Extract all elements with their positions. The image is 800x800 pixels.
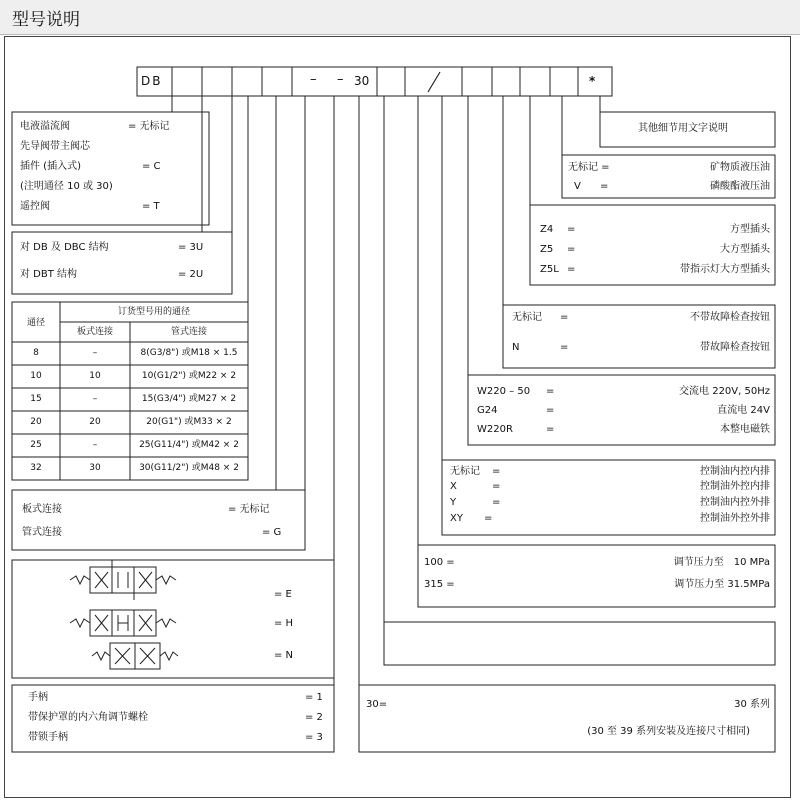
plug-eq-3: =	[567, 264, 576, 275]
series-key: 30=	[366, 699, 388, 710]
pilot-value-3: 控制油内控外排	[700, 497, 770, 508]
structure-value-1: = 3U	[178, 242, 204, 253]
fluid-value-1: 矿物质液压油	[710, 162, 770, 173]
series-value: 30 系列	[734, 699, 770, 710]
pilot-value-2: 控制油外控内排	[700, 481, 770, 492]
size-cell: 8	[33, 348, 39, 358]
voltage-eq-3: =	[546, 424, 555, 435]
series-note: (30 至 39 系列安装及连接尺寸相同)	[587, 726, 750, 737]
adjust-value-1: = 1	[305, 692, 323, 703]
structure-label-2: 对 DBT 结构	[20, 269, 78, 280]
plate-cell: –	[92, 394, 98, 404]
plug-value-1: 方型插头	[730, 224, 770, 235]
size-table-header-pipe: 管式连接	[170, 327, 207, 337]
voltage-value-3: 本整电磁铁	[720, 424, 770, 435]
pipe-cell: 15(G3/4") 或M27 × 2	[141, 394, 237, 404]
pressure-box	[418, 545, 775, 607]
size-table-header-size: 通径	[26, 318, 45, 328]
plug-key-3: Z5L	[540, 264, 559, 275]
connection-label-1: 板式连接	[22, 504, 62, 515]
voltage-key-2: G24	[477, 405, 498, 416]
voltage-value-1: 交流电 220V, 50Hz	[679, 386, 770, 397]
symbol-h-icon	[70, 610, 176, 636]
symbol-e-icon	[70, 560, 176, 600]
fluid-eq-2: =	[600, 181, 609, 192]
plug-value-2: 大方型插头	[720, 244, 770, 255]
size-cell: 32	[30, 463, 42, 473]
adjust-label-3: 带锁手柄	[28, 732, 68, 743]
pilot-key-4: XY	[450, 513, 463, 524]
connection-value-1: = 无标记	[228, 504, 270, 515]
pipe-cell: 30(G11/2") 或M48 × 2	[139, 463, 239, 473]
button-eq-2: =	[560, 342, 569, 353]
button-value-1: 不带故障检查按钮	[690, 312, 770, 323]
adjust-value-2: = 2	[305, 712, 323, 723]
plate-cell: 10	[89, 371, 101, 381]
plate-cell: 30	[89, 463, 101, 473]
valve-label-3: 插件 (插入式)	[20, 161, 81, 172]
pilot-eq-4: =	[484, 513, 493, 524]
code-star: *	[589, 74, 596, 88]
pressure-value-2: 调节压力至 31.5MPa	[674, 579, 770, 590]
plug-eq-1: =	[567, 224, 576, 235]
valve-value-5: = T	[142, 201, 160, 212]
plate-cell: 20	[89, 417, 101, 427]
valve-label-5: 遥控阀	[20, 201, 50, 212]
plate-cell: –	[92, 348, 98, 358]
pilot-key-1: 无标记	[450, 466, 480, 477]
valve-label-1: 电液溢流阀	[20, 121, 70, 132]
other-text: 其他细节用文字说明	[638, 123, 728, 134]
pipe-cell: 20(G1") 或M33 × 2	[146, 417, 232, 427]
adjust-label-1: 手柄	[28, 692, 48, 703]
plug-eq-2: =	[567, 244, 576, 255]
adjust-value-3: = 3	[305, 732, 323, 743]
pilot-eq-2: =	[492, 481, 501, 492]
valve-value-3: = C	[142, 161, 161, 172]
blank-option-box	[384, 622, 775, 665]
symbol-n-value: = N	[274, 650, 294, 661]
pressure-key-2: 315 =	[424, 579, 455, 590]
code-dash-2: –	[337, 72, 344, 87]
pipe-cell: 10(G1/2") 或M22 × 2	[141, 371, 237, 381]
connection-value-2: = G	[262, 527, 282, 538]
valve-label-2: 先导阀带主阀芯	[20, 141, 90, 152]
voltage-eq-2: =	[546, 405, 555, 416]
button-value-2: 带故障检查按钮	[700, 342, 770, 353]
symbol-h-value: = H	[274, 618, 294, 629]
pressure-key-1: 100 =	[424, 557, 455, 568]
size-cell: 20	[30, 417, 42, 427]
code-prefix: DB	[141, 74, 163, 88]
voltage-eq-1: =	[546, 386, 555, 397]
series-box	[359, 685, 775, 752]
button-key-1: 无标记	[512, 312, 542, 323]
pilot-value-4: 控制油外控外排	[700, 513, 770, 524]
pipe-cell: 25(G11/4") 或M42 × 2	[139, 440, 239, 450]
symbol-n-icon	[92, 643, 178, 669]
pilot-key-2: X	[450, 481, 457, 492]
voltage-key-1: W220 – 50	[477, 386, 531, 397]
pipe-cell: 8(G3/8") 或M18 × 1.5	[140, 348, 238, 358]
code-series-30: 30	[354, 74, 370, 88]
page-title: 型号说明	[12, 10, 80, 30]
fluid-value-2: 磷酸酯液压油	[710, 181, 770, 192]
plug-value-3: 带指示灯大方型插头	[680, 264, 770, 275]
pilot-key-3: Y	[450, 497, 457, 508]
plug-key-1: Z4	[540, 224, 554, 235]
size-cell: 15	[30, 394, 42, 404]
pilot-eq-3: =	[492, 497, 501, 508]
valve-label-4: (注明通径 10 或 30)	[20, 181, 113, 192]
fluid-key-2: V	[574, 181, 581, 192]
size-table-header-plate: 板式连接	[76, 327, 113, 337]
voltage-value-2: 直流电 24V	[717, 405, 770, 416]
code-dash-1: –	[310, 72, 317, 87]
size-table-group-header: 订货型号用的通径	[117, 307, 190, 317]
model-code-bar	[137, 67, 612, 96]
plate-cell: –	[92, 440, 98, 450]
size-cell: 25	[30, 440, 42, 450]
structure-label-1: 对 DB 及 DBC 结构	[20, 242, 109, 253]
voltage-key-3: W220R	[477, 424, 513, 435]
button-eq-1: =	[560, 312, 569, 323]
fluid-key-1: 无标记 =	[568, 162, 610, 173]
pilot-eq-1: =	[492, 466, 501, 477]
symbol-e-value: = E	[274, 589, 292, 600]
plug-key-2: Z5	[540, 244, 554, 255]
adjust-label-2: 带保护罩的内六角调节螺栓	[28, 712, 148, 723]
pilot-value-1: 控制油内控内排	[700, 466, 770, 477]
pressure-value-1: 调节压力至 10 MPa	[673, 557, 770, 568]
valve-value-1: = 无标记	[128, 121, 170, 132]
connection-box	[12, 490, 305, 550]
size-cell: 10	[30, 371, 42, 381]
connection-label-2: 管式连接	[22, 527, 62, 538]
button-key-2: N	[512, 342, 520, 353]
structure-value-2: = 2U	[178, 269, 204, 280]
